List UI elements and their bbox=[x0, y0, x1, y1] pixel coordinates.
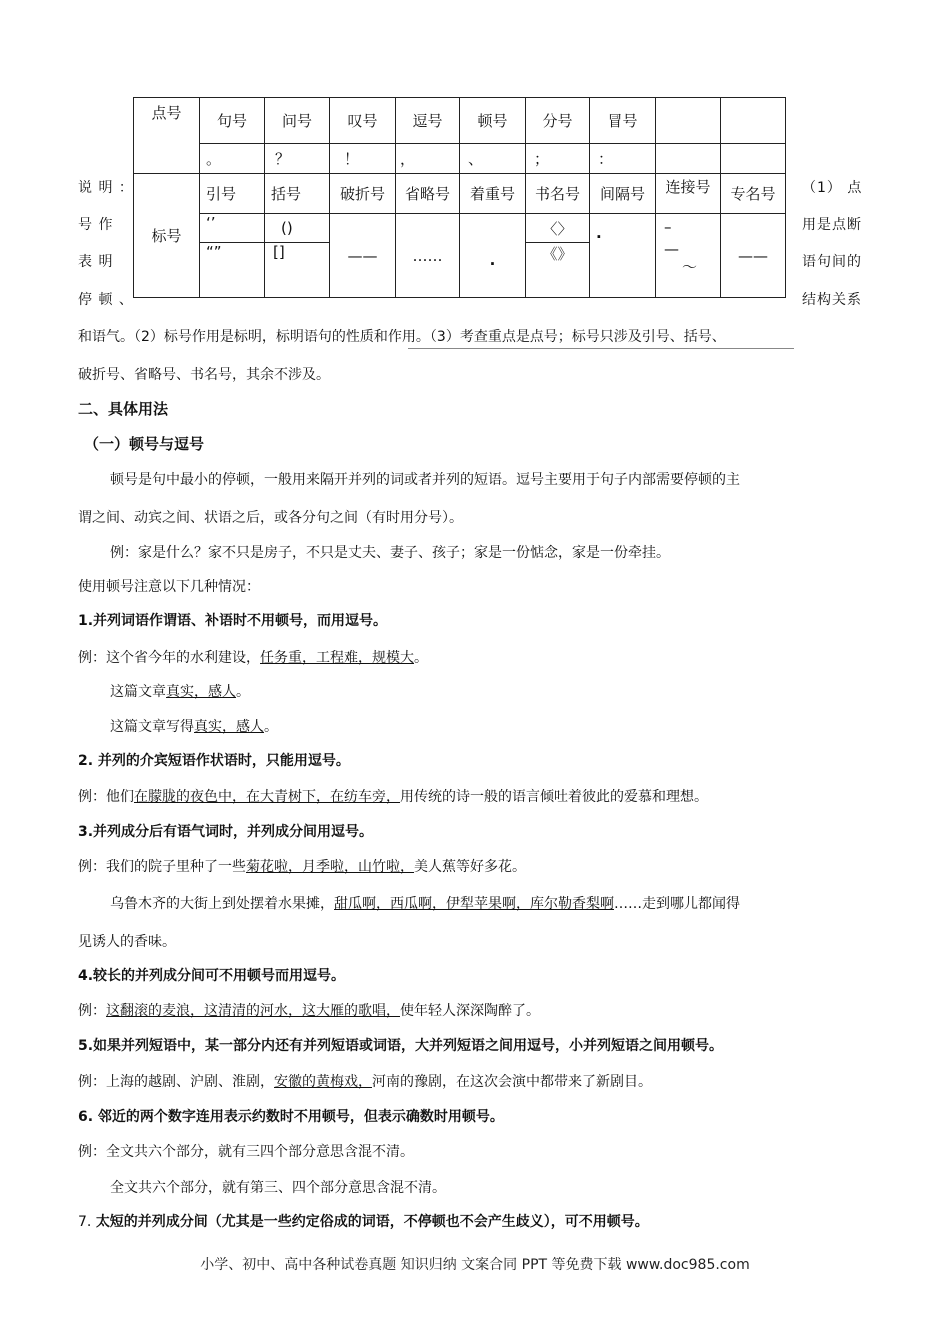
text: 这篇文章写得 bbox=[110, 719, 194, 735]
footer: 小学、初中、高中各种试卷真题 知识归纳 文案合同 PPT 等免费下载 www.doc985.com bbox=[200, 1257, 750, 1273]
text: 乌鲁木齐的大街上到处摆着水果摊， bbox=[110, 896, 334, 912]
biao-name: 间隔号 bbox=[590, 174, 656, 214]
biao-symbol: ～ bbox=[682, 258, 698, 276]
text: 例：这个省今年的水利建设， bbox=[78, 650, 260, 666]
side-left-2: 号 作 bbox=[78, 217, 114, 233]
dian-symbol: 。 bbox=[200, 144, 265, 174]
biao-symbol: “” bbox=[200, 243, 265, 298]
biao-symbol: – bbox=[664, 218, 672, 236]
dian-name: 分号 bbox=[526, 98, 590, 144]
rule-1-example-3 bbox=[110, 716, 278, 736]
rule-3: 3.并列成分后有语气词时，并列成分间用逗号。 bbox=[78, 824, 374, 840]
biao-symbol: [] bbox=[265, 243, 330, 298]
side-left-4: 停 顿 、 bbox=[78, 292, 134, 308]
text: 用传统的诗一般的语言倾吐着彼此的爱慕和理想。 bbox=[400, 789, 708, 805]
divider bbox=[408, 348, 794, 349]
section-title: 二、具体用法 bbox=[78, 400, 169, 418]
rule-3-example-1 bbox=[78, 856, 526, 876]
biao-name: 书名号 bbox=[526, 174, 590, 214]
biao-symbol: . bbox=[460, 214, 526, 298]
para-1a: 顿号是句中最小的停顿，一般用来隔开并列的词或者并列的短语。逗号主要用于句子内部需要停顿的主 bbox=[110, 472, 740, 488]
text: 这篇文章 bbox=[110, 684, 166, 700]
dian-name: 问号 bbox=[265, 98, 330, 144]
underlined-text: 这翻滚的麦浪，这清清的河水，这大雁的歌唱， bbox=[106, 1003, 400, 1019]
dian-symbol bbox=[656, 144, 721, 174]
underlined-text: 安徽的黄梅戏， bbox=[274, 1074, 372, 1090]
note: 使用顿号注意以下几种情况： bbox=[78, 579, 260, 595]
underlined-text: 任务重，工程难，规模大 bbox=[260, 650, 414, 666]
dian-name: 冒号 bbox=[590, 98, 656, 144]
dian-symbol: 、 bbox=[460, 144, 526, 174]
body-line-1: 和语气。（2）标号作用是标明，标明语句的性质和作用。（3）考查重点是点号；标号只涉及引号、括号、 bbox=[78, 329, 726, 345]
side-left-3: 表 明 bbox=[78, 254, 114, 270]
underlined-text: 真实，感人 bbox=[166, 684, 236, 700]
rule-text: 太短的并列成分间（尤其是一些约定俗成的词语，不停顿也不会产生歧义），可不用顿号。 bbox=[95, 1214, 649, 1230]
biao-symbol: . bbox=[590, 214, 656, 298]
lianjie-symbols bbox=[656, 214, 721, 298]
dian-name: 叹号 bbox=[330, 98, 396, 144]
punctuation-table bbox=[133, 97, 786, 298]
subsection-title: （一）顿号与逗号 bbox=[84, 435, 205, 453]
text: 使年轻人深深陶醉了。 bbox=[400, 1003, 540, 1019]
biao-name: 括号 bbox=[265, 174, 330, 214]
rule-5: 5.如果并列短语中，某一部分内还有并列短语或词语，大并列短语之间用逗号，小并列短语之间用顿号。 bbox=[78, 1038, 724, 1054]
dian-name: 顿号 bbox=[460, 98, 526, 144]
rule-4-example bbox=[78, 1000, 540, 1020]
rule-number: 7. bbox=[78, 1214, 92, 1230]
text: 。 bbox=[414, 650, 428, 666]
text: 。 bbox=[236, 684, 250, 700]
biao-symbol: 《》 bbox=[526, 243, 590, 298]
body-line-2: 破折号、省略号、书名号，其余不涉及。 bbox=[78, 367, 330, 383]
rule-7 bbox=[78, 1211, 649, 1231]
text: 例： bbox=[78, 1003, 106, 1019]
rule-2-example bbox=[78, 786, 708, 806]
biao-symbol: —— bbox=[721, 214, 786, 298]
rule-3-example-2 bbox=[110, 893, 740, 913]
dian-symbol: ： bbox=[590, 144, 656, 174]
text: 例：上海的越剧、沪剧、淮剧， bbox=[78, 1074, 274, 1090]
text: 河南的豫剧，在这次会演中都带来了新剧目。 bbox=[372, 1074, 652, 1090]
side-right-4: 结构关系 bbox=[802, 292, 862, 308]
dian-symbol: ？ bbox=[265, 144, 330, 174]
rule-6-example-1: 例：全文共六个部分，就有三四个部分意思含混不清。 bbox=[78, 1144, 414, 1160]
biao-name: 着重号 bbox=[460, 174, 526, 214]
text: 例：他们 bbox=[78, 789, 134, 805]
rule-1: 1.并列词语作谓语、补语时不用顿号，而用逗号。 bbox=[78, 613, 388, 629]
para-1b: 谓之间、动宾之间、状语之后，或各分句之间（有时用分号）。 bbox=[78, 510, 463, 526]
example-0: 例：家是什么？家不只是房子，不只是丈夫、妻子、孩子；家是一份惦念，家是一份牵挂。 bbox=[110, 545, 670, 561]
rule-2: 2. 并列的介宾短语作状语时，只能用逗号。 bbox=[78, 753, 350, 769]
rule-6-example-2: 全文共六个部分，就有第三、四个部分意思含混不清。 bbox=[110, 1180, 446, 1196]
biao-symbol: ‘’ bbox=[200, 214, 265, 243]
dian-name bbox=[656, 98, 721, 144]
biao-symbol: () bbox=[265, 214, 330, 243]
rule-4: 4.较长的并列成分间可不用顿号而用逗号。 bbox=[78, 968, 346, 984]
rule-1-example-1 bbox=[78, 647, 428, 667]
rule-3-example-2b: 见诱人的香味。 bbox=[78, 934, 176, 950]
dianhao-label: 点号 bbox=[134, 98, 200, 174]
text: 美人蕉等好多花。 bbox=[414, 859, 526, 875]
text: ……走到哪儿都闻得 bbox=[614, 896, 740, 912]
dian-name: 句号 bbox=[200, 98, 265, 144]
side-right-2: 用是点断 bbox=[802, 217, 862, 233]
biao-name: 破折号 bbox=[330, 174, 396, 214]
dian-symbol: ， bbox=[396, 144, 460, 174]
biaohao-label: 标号 bbox=[134, 174, 200, 298]
biao-name: 引号 bbox=[200, 174, 265, 214]
side-left-1: 说 明 ： bbox=[78, 180, 134, 196]
dian-name: 逗号 bbox=[396, 98, 460, 144]
dian-symbol bbox=[721, 144, 786, 174]
biao-name: 专名号 bbox=[721, 174, 786, 214]
biao-symbol: …… bbox=[396, 214, 460, 298]
underlined-text: 甜瓜啊，西瓜啊，伊犁苹果啊，库尔勒香梨啊 bbox=[334, 896, 614, 912]
biao-name: 省略号 bbox=[396, 174, 460, 214]
rule-6: 6. 邻近的两个数字连用表示约数时不用顿号，但表示确数时用顿号。 bbox=[78, 1109, 504, 1125]
biao-symbol: — bbox=[664, 240, 679, 258]
biao-symbol: 〈〉 bbox=[526, 214, 590, 243]
biao-symbol: —— bbox=[330, 214, 396, 298]
biao-name: 连接号 bbox=[656, 174, 721, 214]
side-right-3: 语句间的 bbox=[802, 254, 862, 270]
underlined-text: 菊花啦，月季啦，山竹啦， bbox=[246, 859, 414, 875]
dian-symbol: ； bbox=[526, 144, 590, 174]
dian-symbol: ！ bbox=[330, 144, 396, 174]
dian-name bbox=[721, 98, 786, 144]
side-right-1: （1） 点 bbox=[802, 180, 863, 196]
underlined-text: 在朦胧的夜色中，在大青树下，在纺车旁， bbox=[134, 789, 400, 805]
underlined-text: 真实，感人 bbox=[194, 719, 264, 735]
text: 。 bbox=[264, 719, 278, 735]
rule-5-example bbox=[78, 1071, 652, 1091]
text: 例：我们的院子里种了一些 bbox=[78, 859, 246, 875]
rule-1-example-2 bbox=[110, 681, 250, 701]
